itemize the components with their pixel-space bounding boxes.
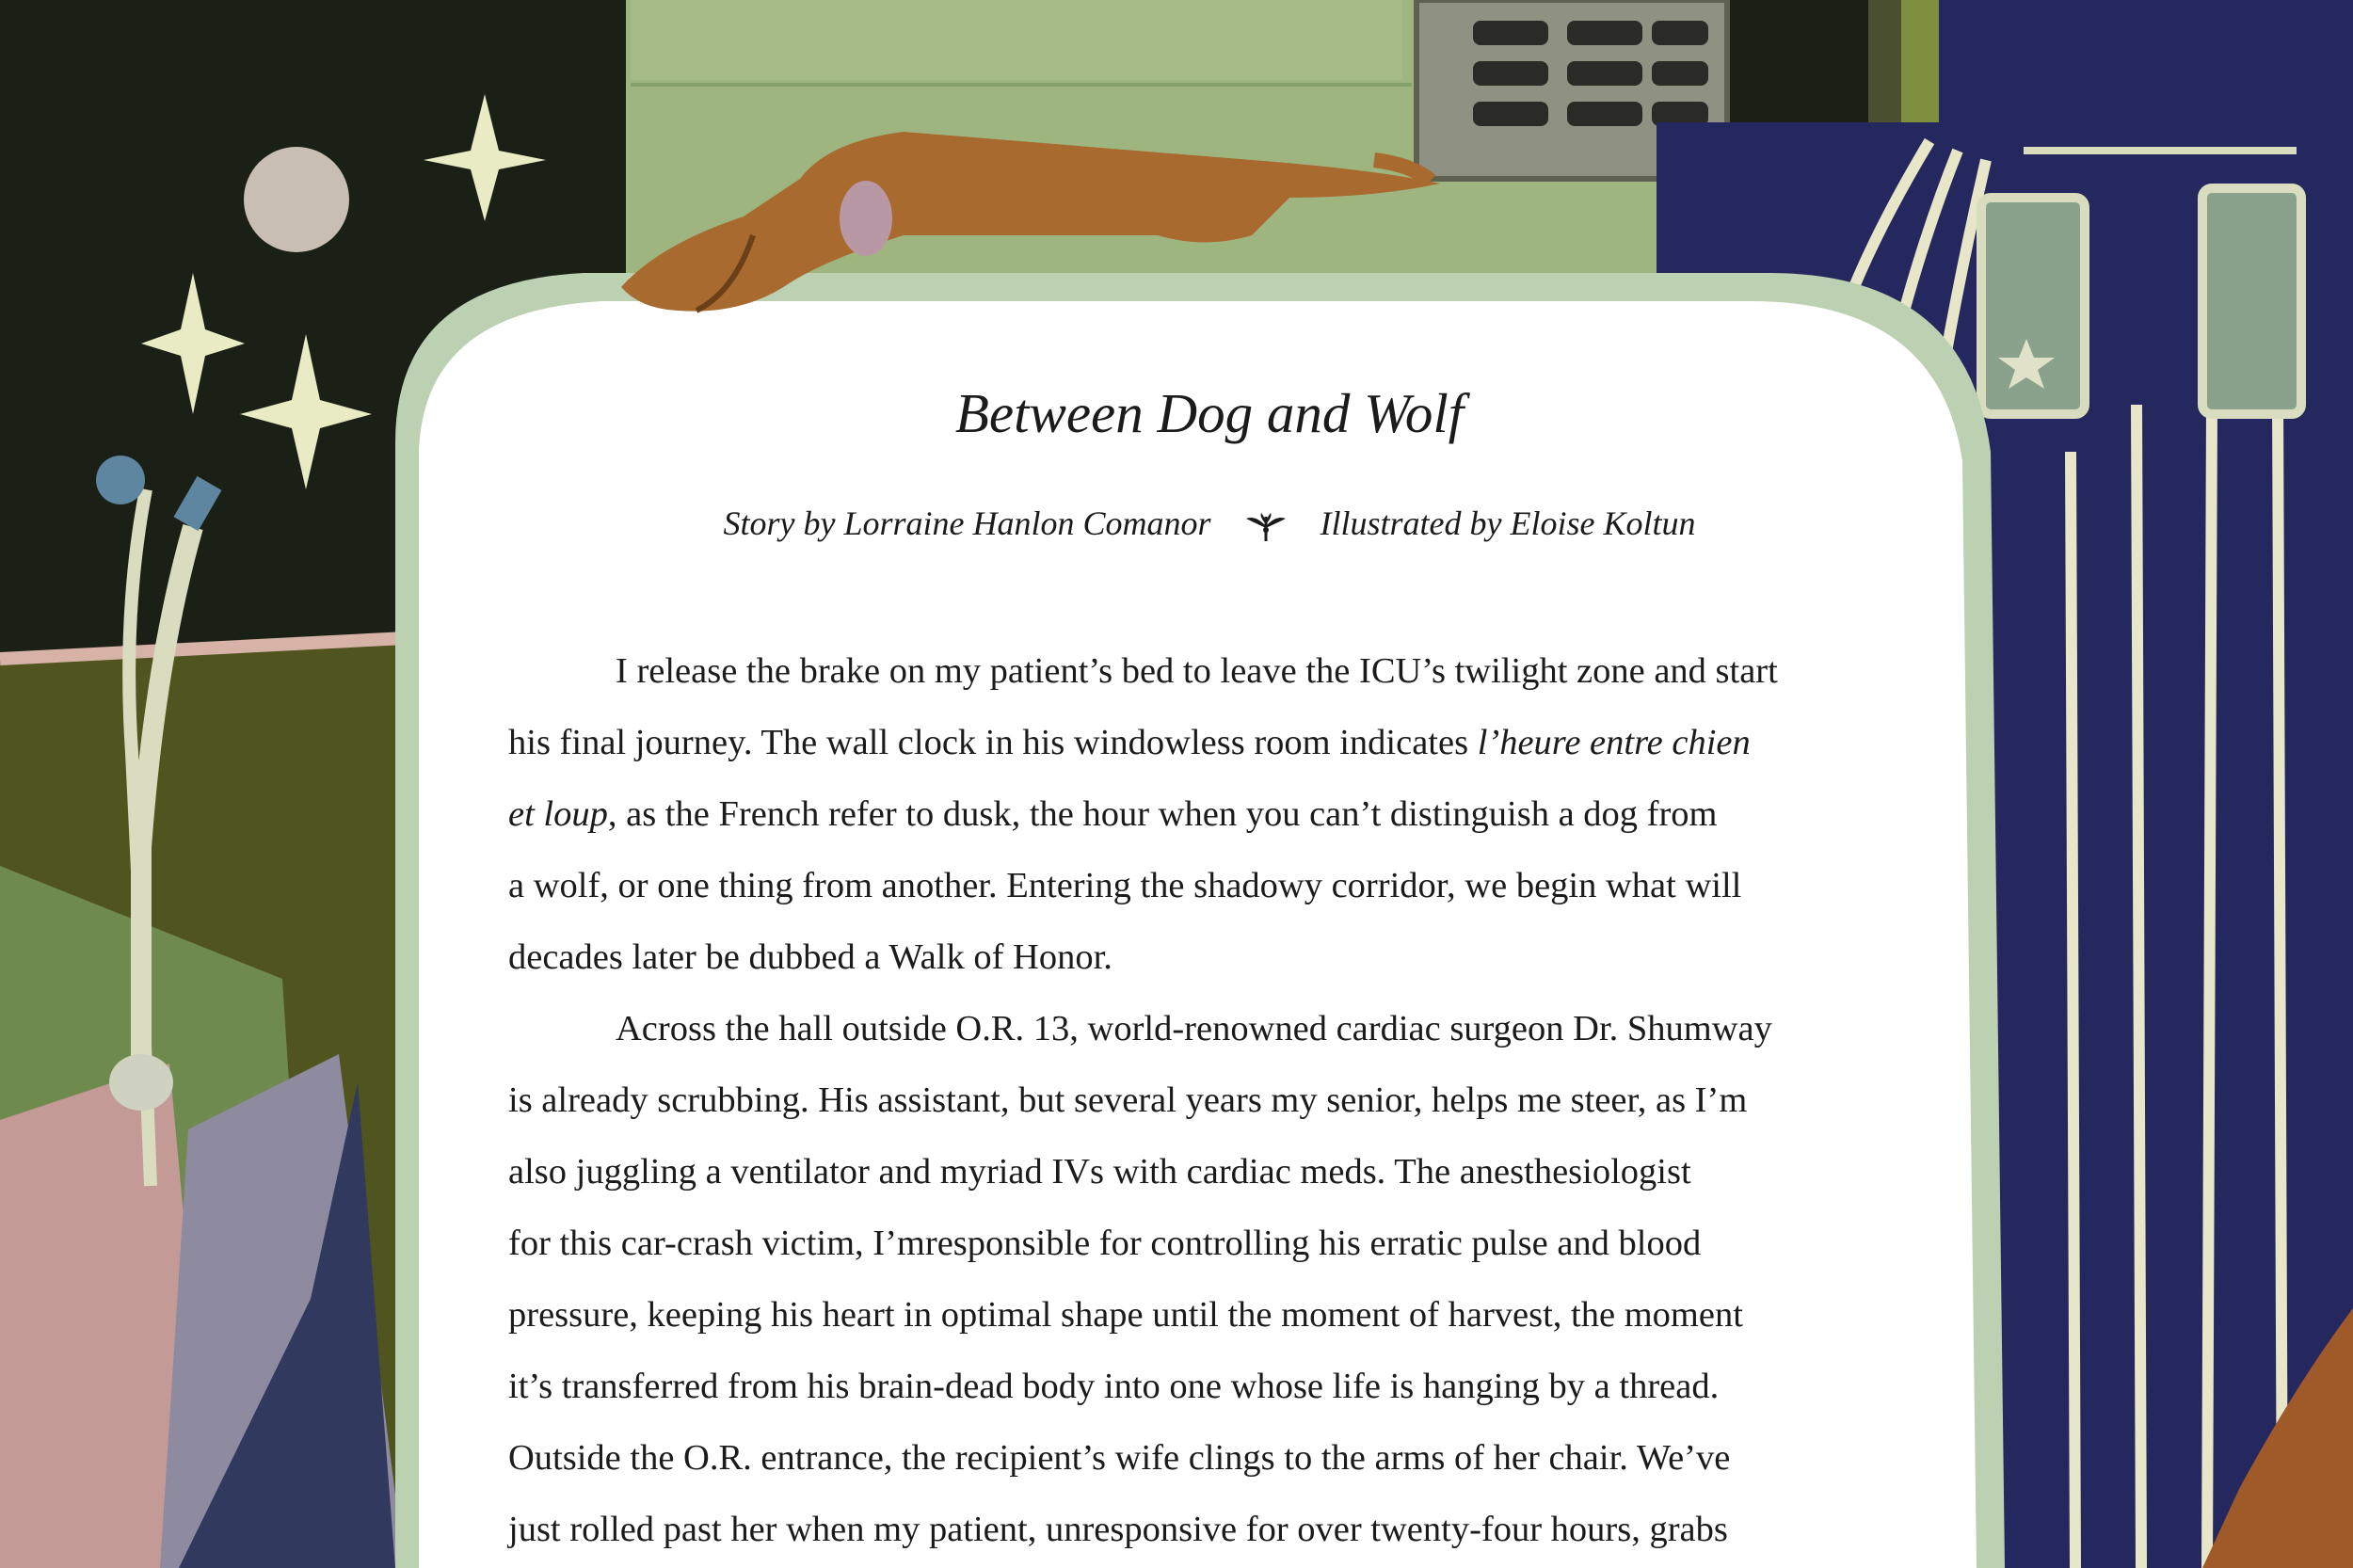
italic-phrase: et loup — [508, 794, 608, 834]
illustration-credit: Illustrated by Eloise Koltun — [1320, 504, 1696, 542]
text-run: his final journey. The wall clock in his windowless room indicates — [508, 723, 1478, 762]
text-run: for this car-crash victim, I’mresponsible for controlling his erratic pulse and blood — [508, 1224, 1702, 1263]
body-line — [508, 778, 1911, 850]
body-line — [508, 1064, 1911, 1136]
text-run: decades later be dubbed a Walk of Honor. — [508, 937, 1112, 977]
story-title: Between Dog and Wolf — [954, 382, 1465, 444]
text-run: also juggling a ventilator and myriad IVs with cardiac meds. The anesthesiologist — [508, 1152, 1691, 1192]
text-run: it’s transferred from his brain-dead body into one whose life is hanging by a thread. — [508, 1367, 1720, 1406]
text-run: a wolf, or one thing from another. Entering the shadowy corridor, we begin what will — [508, 866, 1742, 905]
story-credit: Story by Lorraine Hanlon Comanor — [723, 504, 1211, 542]
fleuron-icon — [1241, 511, 1291, 543]
byline — [508, 504, 1911, 543]
text-run: is already scrubbing. His assistant, but several years my senior, helps me steer, as I’m — [508, 1080, 1748, 1120]
story-body — [508, 635, 1911, 1565]
italic-phrase: l’heure entre chien — [1477, 723, 1751, 762]
body-line — [508, 921, 1911, 993]
text-run: Outside the O.R. entrance, the recipient’s wife clings to the arms of her chair. We’ve — [508, 1438, 1731, 1478]
body-line — [508, 1422, 1911, 1494]
body-line — [508, 993, 1911, 1064]
body-line — [508, 1351, 1911, 1422]
body-line — [508, 850, 1911, 921]
body-line — [508, 1279, 1911, 1351]
moon-icon — [244, 147, 349, 252]
body-line — [508, 1136, 1911, 1208]
text-run: pressure, keeping his heart in optimal shape until the moment of harvest, the moment — [508, 1295, 1743, 1335]
body-line — [508, 1208, 1911, 1279]
body-line — [508, 707, 1911, 778]
story-text-panel — [508, 348, 1911, 1568]
body-line — [508, 1494, 1911, 1565]
text-run: I release the brake on my patient’s bed to leave the ICU’s twilight zone and start — [616, 651, 1778, 691]
text-run: , as the French refer to dusk, the hour when you can’t distinguish a dog from — [607, 794, 1718, 834]
text-run: just rolled past her when my patient, unresponsive for over twenty-four hours, grabs — [508, 1510, 1728, 1549]
text-run: Across the hall outside O.R. 13, world-renowned cardiac surgeon Dr. Shumway — [616, 1009, 1772, 1048]
body-line — [508, 635, 1911, 707]
